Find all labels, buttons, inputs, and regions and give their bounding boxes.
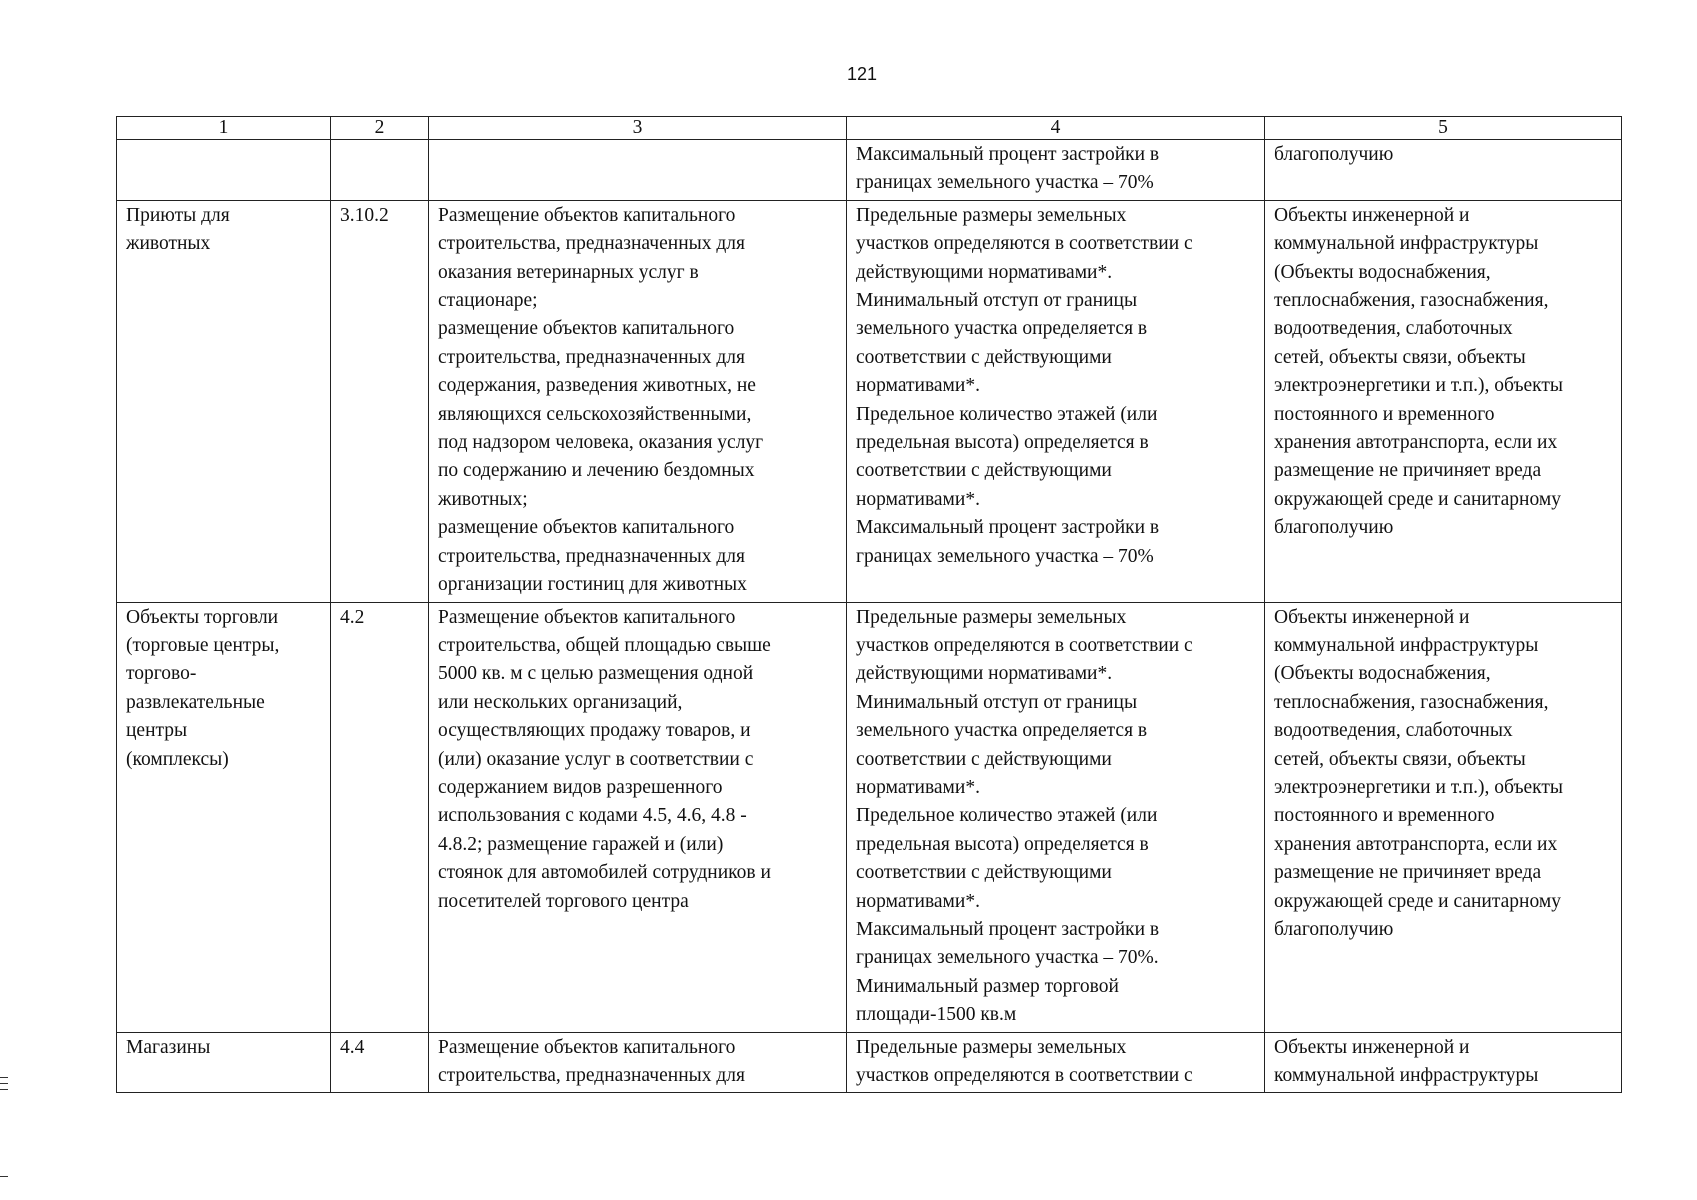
cell-code: 4.4 <box>331 1032 429 1093</box>
cell-use-name <box>117 140 331 201</box>
table-row-continuation <box>117 140 1622 201</box>
cell-auxiliary-uses: благополучию <box>1265 140 1622 201</box>
cell-code <box>331 140 429 201</box>
cell-description: Размещение объектов капитального строительства, общей площадью свыше 5000 кв. м с целью размещения одной или нескольких организаций, осуществляющих продажу товаров, и (или) оказание услуг в соответствии с содержанием видов разрешенного использования с кодами 4.5, 4.6, 4.8 - 4.8.2; размещение гаражей и (или) стоянок для автомобилей сотрудников и посетителей торгового центра <box>429 602 847 1032</box>
cell-use-name: Приюты для животных <box>117 200 331 602</box>
cell-parameters: Максимальный процент застройки в границах земельного участка – 70% <box>847 140 1265 201</box>
cell-auxiliary-uses: Объекты инженерной и коммунальной инфраструктуры <box>1265 1032 1622 1093</box>
table-header-row <box>117 117 1622 140</box>
cell-code: 4.2 <box>331 602 429 1032</box>
column-header-1: 1 <box>117 117 331 140</box>
cell-auxiliary-uses: Объекты инженерной и коммунальной инфраструктуры (Объекты водоснабжения, теплоснабжения, газоснабжения, водоотведения, слаботочных сетей, объекты связи, объекты электроэнергетики и т.п.), объекты постоянного и временного хранения автотранспорта, если их размещение не причиняет вреда окружающей среде и санитарному благополучию <box>1265 602 1622 1032</box>
column-header-3: 3 <box>429 117 847 140</box>
cell-auxiliary-uses: Объекты инженерной и коммунальной инфраструктуры (Объекты водоснабжения, теплоснабжения, газоснабжения, водоотведения, слаботочных сетей, объекты связи, объекты электроэнергетики и т.п.), объекты постоянного и временного хранения автотранспорта, если их размещение не причиняет вреда окружающей среде и санитарному благополучию <box>1265 200 1622 602</box>
scan-edge-mark <box>0 1083 8 1084</box>
cell-description: Размещение объектов капитального строительства, предназначенных для <box>429 1032 847 1093</box>
cell-description: Размещение объектов капитального строительства, предназначенных для оказания ветеринарных услуг в стационаре; размещение объектов капитального строительства, предназначенных для содержания, разведения животных, не являющихся сельскохозяйственными, под надзором человека, оказания услуг по содержанию и лечению бездомных животных; размещение объектов капитального строительства, предназначенных для организации гостиниц для животных <box>429 200 847 602</box>
cell-code: 3.10.2 <box>331 200 429 602</box>
cell-use-name: Магазины <box>117 1032 331 1093</box>
zoning-table <box>116 116 1622 1093</box>
cell-description <box>429 140 847 201</box>
table-row-trade-objects <box>117 602 1622 1032</box>
table-row-shops <box>117 1032 1622 1093</box>
column-header-2: 2 <box>331 117 429 140</box>
scan-edge-mark <box>0 1176 8 1177</box>
table-row-animal-shelters <box>117 200 1622 602</box>
page-number: 121 <box>846 64 878 84</box>
cell-parameters: Предельные размеры земельных участков определяются в соответствии с действующими нормативами*. Минимальный отступ от границы земельного участка определяется в соответствии с действующими нормативами*. Предельное количество этажей (или предельная высота) определяется в соответствии с действующими нормативами*. Максимальный процент застройки в границах земельного участка – 70%. Минимальный размер торговой площади-1500 кв.м <box>847 602 1265 1032</box>
cell-parameters: Предельные размеры земельных участков определяются в соответствии с <box>847 1032 1265 1093</box>
column-header-4: 4 <box>847 117 1265 140</box>
column-header-5: 5 <box>1265 117 1622 140</box>
cell-use-name: Объекты торговли (торговые центры, торгово- развлекательные центры (комплексы) <box>117 602 331 1032</box>
cell-parameters: Предельные размеры земельных участков определяются в соответствии с действующими нормативами*. Минимальный отступ от границы земельного участка определяется в соответствии с действующими нормативами*. Предельное количество этажей (или предельная высота) определяется в соответствии с действующими нормативами*. Максимальный процент застройки в границах земельного участка – 70% <box>847 200 1265 602</box>
scan-edge-mark <box>0 1089 8 1090</box>
scan-edge-mark <box>0 1077 8 1078</box>
